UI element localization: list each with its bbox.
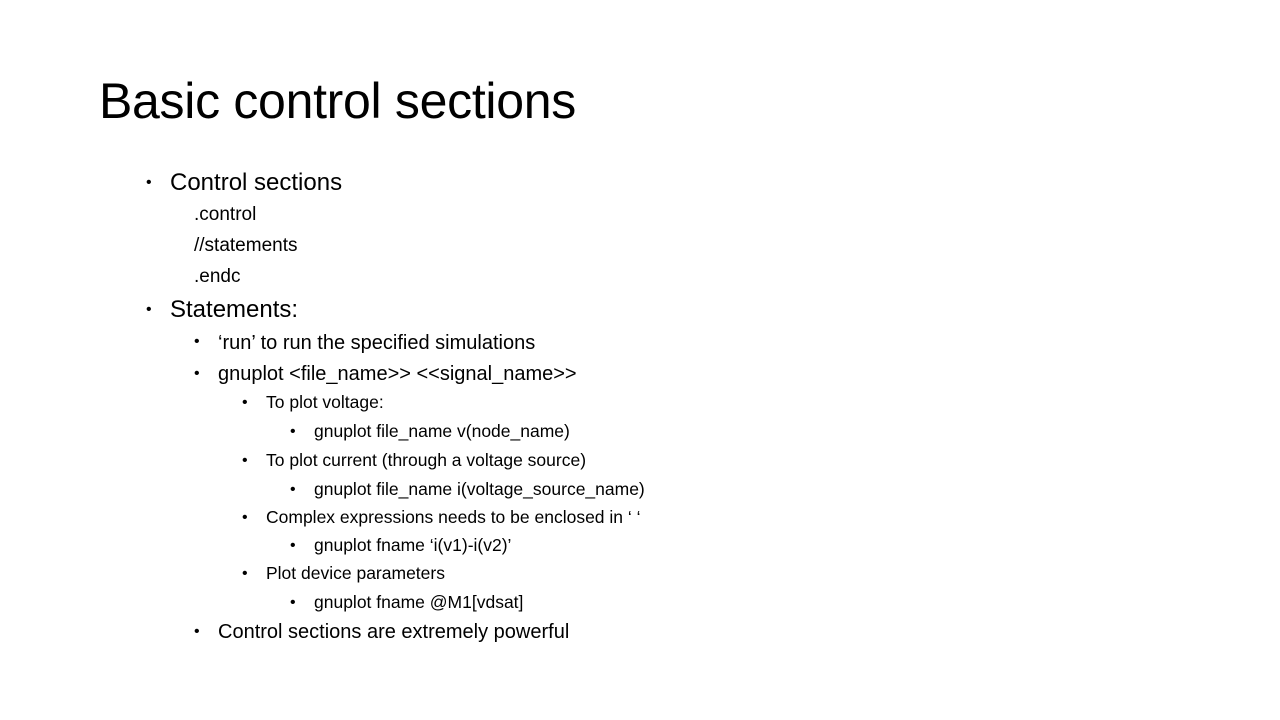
bullet-dot: • — [194, 623, 200, 640]
bullet-dot: • — [290, 594, 296, 611]
bullet-dot: • — [242, 509, 248, 526]
bullet-dot: • — [242, 565, 248, 582]
code-line-statements: //statements — [194, 235, 298, 256]
bullet-item-gnuplot-device: gnuplot fname @M1[vdsat] — [314, 592, 524, 612]
bullet-item-plot-current: To plot current (through a voltage source) — [266, 450, 587, 470]
bullet-dot: • — [290, 423, 296, 440]
code-line-control: .control — [194, 204, 257, 225]
bullet-dot: • — [290, 537, 296, 554]
bullet-dot: • — [194, 333, 200, 350]
bullet-dot: • — [242, 394, 248, 411]
bullet-dot: • — [146, 174, 152, 191]
bullet-item-plot-voltage: To plot voltage: — [266, 392, 384, 412]
bullet-item-complex-expressions: Complex expressions needs to be enclosed in ‘ ‘ — [266, 507, 641, 527]
bullet-item-gnuplot-expression: gnuplot fname ‘i(v1)-i(v2)’ — [314, 535, 512, 555]
bullet-item-device-parameters: Plot device parameters — [266, 563, 445, 583]
slide-title: Basic control sections — [99, 73, 576, 129]
bullet-item-statements: Statements: — [170, 296, 299, 323]
bullet-dot: • — [194, 365, 200, 382]
bullet-item-run: ‘run’ to run the specified simulations — [218, 332, 536, 354]
bullet-item-gnuplot-syntax: gnuplot <file_name>> <<signal_name>> — [218, 363, 577, 385]
bullet-item-control-sections: Control sections — [170, 169, 343, 196]
bullet-dot: • — [146, 301, 152, 318]
bullet-item-gnuplot-voltage: gnuplot file_name v(node_name) — [314, 421, 570, 441]
code-line-endc: .endc — [194, 266, 241, 287]
bullet-dot: • — [242, 452, 248, 469]
bullet-item-powerful: Control sections are extremely powerful — [218, 621, 570, 643]
bullet-item-gnuplot-current: gnuplot file_name i(voltage_source_name) — [314, 479, 645, 499]
bullet-dot: • — [290, 481, 296, 498]
